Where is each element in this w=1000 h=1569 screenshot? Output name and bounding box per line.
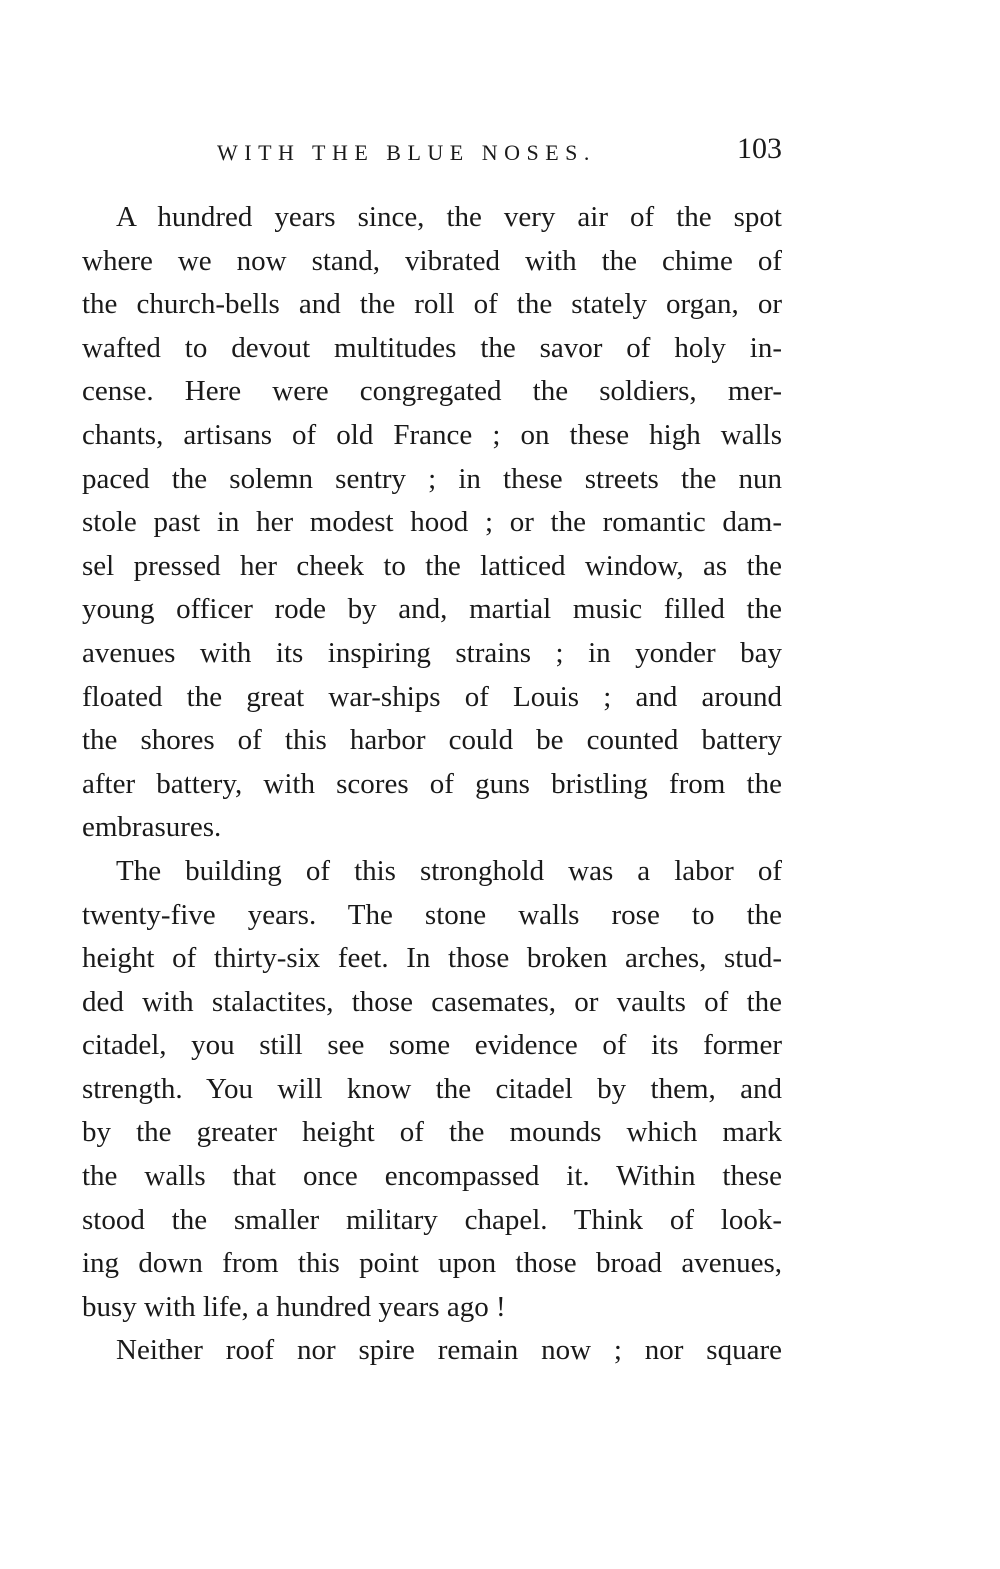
text-line: A hundred years since, the very air of the spot xyxy=(116,201,782,233)
text-line: ded with stalactites, those casemates, or vaults of the xyxy=(82,985,782,1018)
text-line: strength. You will know the citadel by them, and xyxy=(82,1072,782,1105)
text-line: wafted to devout multitudes the savor of holy in- xyxy=(82,331,782,364)
text-line: the walls that once encompassed it. Within these xyxy=(82,1160,782,1193)
text-line: young officer rode by and, martial music filled the xyxy=(82,593,782,626)
text-line: the church-bells and the roll of the stately organ, or xyxy=(82,288,782,321)
text-line: avenues with its inspiring strains ; in yonder bay xyxy=(82,636,782,669)
text-line: ing down from this point upon those broad avenues, xyxy=(82,1247,782,1280)
text-line: the shores of this harbor could be counted battery xyxy=(82,724,782,757)
text-line: citadel, you still see some evidence of its former xyxy=(82,1029,782,1062)
text-line: stole past in her modest hood ; or the romantic dam- xyxy=(82,506,782,539)
running-title: WITH THE BLUE NOSES. xyxy=(217,140,596,165)
text-line: Neither roof nor spire remain now ; nor square xyxy=(116,1334,782,1367)
page-number: 103 xyxy=(737,132,782,165)
text-line: chants, artisans of old France ; on these high walls xyxy=(82,418,782,451)
text-line: height of thirty-six feet. In those broken arches, stud- xyxy=(82,942,782,975)
text-line: where we now stand, vibrated with the chime of xyxy=(82,244,782,277)
text-line: embrasures. xyxy=(82,811,222,844)
text-line: by the greater height of the mounds which mark xyxy=(82,1116,782,1149)
text-line: paced the solemn sentry ; in these streets the nun xyxy=(82,462,782,495)
text-line: cense. Here were congregated the soldiers, mer- xyxy=(82,375,782,408)
text-line: stood the smaller military chapel. Think of look- xyxy=(82,1203,782,1236)
text-line: sel pressed her cheek to the latticed window, as the xyxy=(82,549,782,582)
text-line: floated the great war-ships of Louis ; and around xyxy=(82,680,782,713)
paragraph-1 xyxy=(82,196,782,850)
running-head xyxy=(82,128,782,172)
body-text xyxy=(82,196,782,1373)
text-line: The building of this stronghold was a labor of xyxy=(116,854,782,887)
text-line: twenty-five years. The stone walls rose to the xyxy=(82,898,782,931)
text-line: after battery, with scores of guns bristling from the xyxy=(82,767,782,800)
paragraph-3 xyxy=(82,1329,782,1373)
paragraph-2 xyxy=(82,850,782,1330)
text-line: busy with life, a hundred years ago ! xyxy=(82,1290,506,1323)
